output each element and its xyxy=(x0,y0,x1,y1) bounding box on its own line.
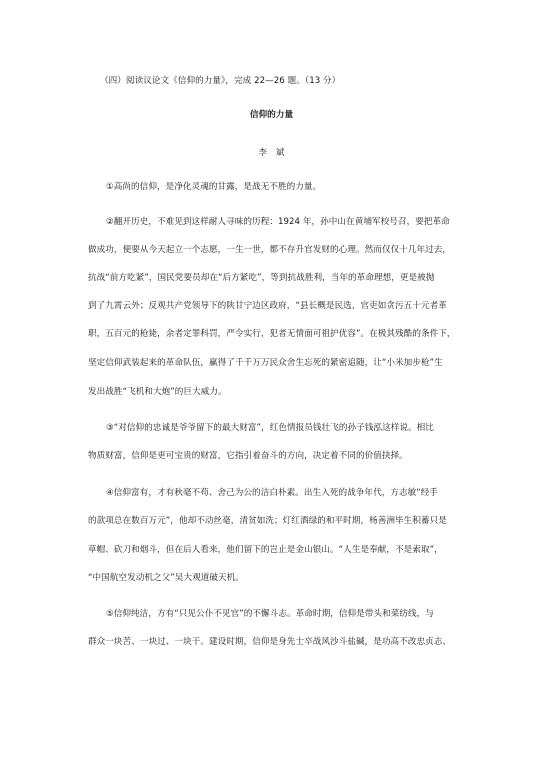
paragraph-line: ③“对信仰的忠诚是爷爷留下的最大财富”，红色情报员钱壮飞的孙子钱泓这样说。相比 xyxy=(106,423,434,433)
paragraph-line: 抗战“前方吃紧”，国民党要员却在“后方紧吃”，等到抗战胜利，当年的革命理想，更是被抛 xyxy=(88,273,435,283)
paragraph-line: 到了九霄云外；反观共产党领导下的陕甘宁边区政府，“县长概是民选，官吏如贪污五十元者革 xyxy=(88,301,447,311)
paragraph-line: ①高尚的信仰，是净化灵魂的甘露，是战无不胜的力量。 xyxy=(106,182,322,192)
paragraph-line: 职，五百元的枪毙，余者定罪科罚，严令实行，犯者无情面可祖护优容”。在极其残酷的条件下， xyxy=(88,329,456,339)
paragraph-line: ⑤信仰纯洁，方有“只见公仆不见官”的不懈斗志。革命时期，信仰是带头和菜纺线，与 xyxy=(106,609,434,619)
paragraph-line: 做成功，便要从今天起立一个志愿，一生一世，都不存升官发财的心理。然而仅仅十几年过去， xyxy=(88,245,452,255)
article-author: 李 斌 xyxy=(258,148,285,158)
article-title: 信仰的力量 xyxy=(249,110,294,120)
paragraph-line: 坚定信仰武装起来的革命队伍，赢得了千千万万民众舍生忘死的紧密追随，让“小米加步枪”生 xyxy=(88,358,443,368)
paragraph-line: ④信仰富有，才有秋毫不苟、舍己为公的洁白朴素。出生入死的战争年代，方志敏“经手 xyxy=(106,488,439,498)
paragraph-line: 的款项总在数百万元”，他却不动丝毫，清贫如洗；灯红酒绿的和平时期，杨善洲毕生积蓄只是 xyxy=(88,516,447,526)
paragraph-line: 草帽、砍刀和烟斗，但在后人看来，他们留下的岂止是金山银山。“人生是奉献，不是索取”， xyxy=(88,545,443,555)
paragraph-line: 群众一块苦、一块过、一块干。建设时期，信仰是身先士卒战风沙斗盐碱，是功高不改忠贞志、 xyxy=(88,637,452,647)
paragraph-line: “中国航空发动机之父”吴大观道破天机。 xyxy=(88,573,244,583)
paragraph-line: 物质财富，信仰是更可宝贵的财富，它指引着奋斗的方向，决定着不同的价值抉择。 xyxy=(88,451,408,461)
paragraph-line: 发出战胜“飞机和大炮”的巨大威力。 xyxy=(88,387,227,397)
paragraph-line: ②翻开历史，不难见到这样耐人寻味的历程：1924 年，孙中山在黄埔军校号召，要把革命 xyxy=(106,217,450,227)
question-header: （四）阅读议论文《信仰的力量》，完成 22—26 题。（13 分） xyxy=(100,76,341,86)
